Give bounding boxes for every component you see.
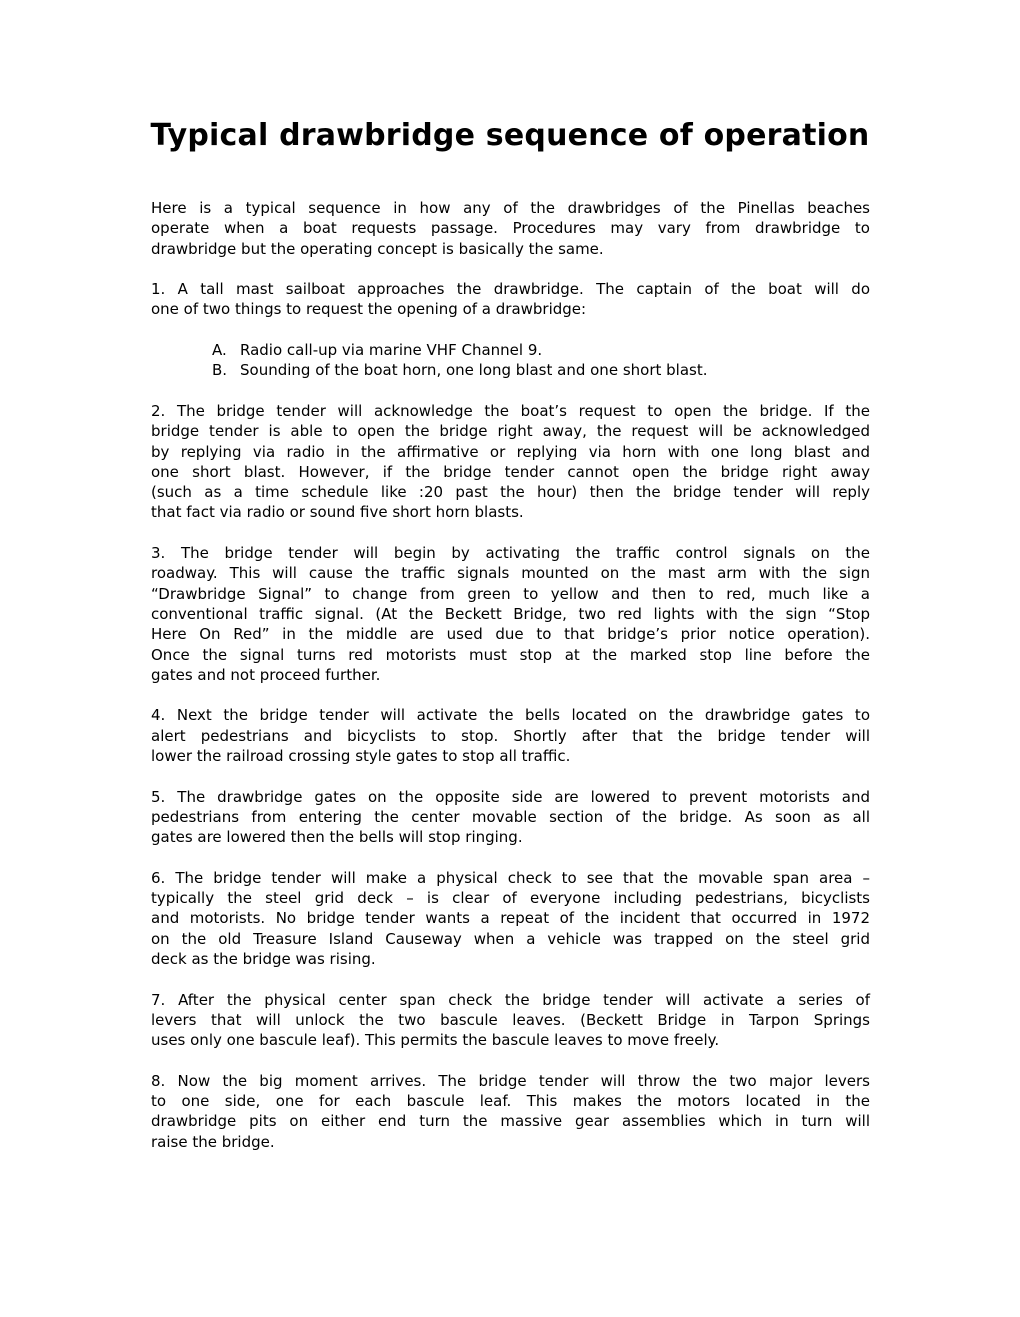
paragraph	[151, 1071, 870, 1152]
text-line: conventional traffic signal. (At the Beckett Bridge, two red lights with the sign “Stop	[151, 604, 870, 623]
text-line: on the old Treasure Island Causeway when a vehicle was trapped on the steel grid	[151, 929, 870, 948]
text-line: 3. The bridge tender will begin by activating the traffic control signals on the	[151, 544, 870, 563]
text-line: bridge tender is able to open the bridge right away, the request will be acknowledged	[151, 422, 870, 441]
text-line: pedestrians from entering the center movable section of the bridge. As soon as all	[151, 807, 870, 826]
text-line: lower the railroad crossing style gates to stop all traffic.	[151, 747, 571, 766]
text-line: roadway. This will cause the traffic signals mounted on the mast arm with the sign	[151, 564, 870, 583]
sub-list	[212, 340, 870, 381]
text-line: operate when a boat requests passage. Procedures may vary from drawbridge to	[151, 219, 870, 238]
text-line: typically the steel grid deck – is clear of everyone including pedestrians, bicyclists	[151, 889, 870, 908]
text-line: one of two things to request the opening of a drawbridge:	[151, 300, 587, 319]
document-title: Typical drawbridge sequence of operation	[150, 118, 870, 153]
text-line: 2. The bridge tender will acknowledge the boat’s request to open the bridge. If the	[151, 401, 870, 420]
paragraph	[151, 198, 870, 259]
text-line: alert pedestrians and bicyclists to stop. Shortly after that the bridge tender will	[151, 726, 870, 745]
text-line: 8. Now the big moment arrives. The bridge tender will throw the two major levers	[151, 1071, 870, 1090]
text-line: “Drawbridge Signal” to change from green to yellow and then to red, much like a	[151, 584, 870, 603]
list-item-text: Radio call-up via marine VHF Channel 9.	[240, 341, 543, 360]
text-line: one short blast. However, if the bridge tender cannot open the bridge right away	[151, 462, 870, 481]
text-line: 7. After the physical center span check the bridge tender will activate a series of	[151, 990, 870, 1009]
text-line: uses only one bascule leaf). This permits the bascule leaves to move freely.	[151, 1031, 720, 1050]
paragraph	[151, 543, 870, 685]
text-line: gates are lowered then the bells will stop ringing.	[151, 828, 523, 847]
list-item-label: B.	[212, 361, 228, 380]
list-item	[212, 340, 870, 360]
list-item-label: A.	[212, 341, 227, 360]
text-line: (such as a time schedule like :20 past the hour) then the bridge tender will reply	[151, 483, 870, 502]
list-item	[212, 360, 870, 380]
text-line: levers that will unlock the two bascule leaves. (Beckett Bridge in Tarpon Springs	[151, 1010, 870, 1029]
text-line: 5. The drawbridge gates on the opposite side are lowered to prevent motorists and	[151, 787, 870, 806]
text-line: 1. A tall mast sailboat approaches the drawbridge. The captain of the boat will do	[151, 280, 870, 299]
text-line: drawbridge but the operating concept is basically the same.	[151, 239, 604, 258]
text-line: deck as the bridge was rising.	[151, 949, 376, 968]
text-line: 4. Next the bridge tender will activate the bells located on the drawbridge gates to	[151, 706, 870, 725]
text-line: Once the signal turns red motorists must stop at the marked stop line before the	[151, 645, 870, 664]
paragraph	[151, 868, 870, 969]
text-line: Here On Red” in the middle are used due to that bridge’s prior notice operation).	[151, 625, 870, 644]
paragraph	[151, 990, 870, 1051]
text-line: gates and not proceed further.	[151, 665, 381, 684]
text-line: raise the bridge.	[151, 1132, 275, 1151]
text-line: 6. The bridge tender will make a physical check to see that the movable span area –	[151, 868, 870, 887]
document-body	[151, 198, 870, 1172]
paragraph	[151, 401, 870, 523]
text-line: to one side, one for each bascule leaf. This makes the motors located in the	[151, 1092, 870, 1111]
text-line: and motorists. No bridge tender wants a repeat of the incident that occurred in 1972	[151, 909, 870, 928]
text-line: by replying via radio in the affirmative or replying via horn with one long blast and	[151, 442, 870, 461]
text-line: drawbridge pits on either end turn the massive gear assemblies which in turn will	[151, 1112, 870, 1131]
paragraph	[151, 705, 870, 766]
paragraph	[151, 279, 870, 320]
text-line: that fact via radio or sound five short horn blasts.	[151, 503, 524, 522]
text-line: Here is a typical sequence in how any of the drawbridges of the Pinellas beaches	[151, 199, 870, 217]
list-item-text: Sounding of the boat horn, one long blast and one short blast.	[240, 361, 708, 380]
paragraph	[151, 787, 870, 848]
